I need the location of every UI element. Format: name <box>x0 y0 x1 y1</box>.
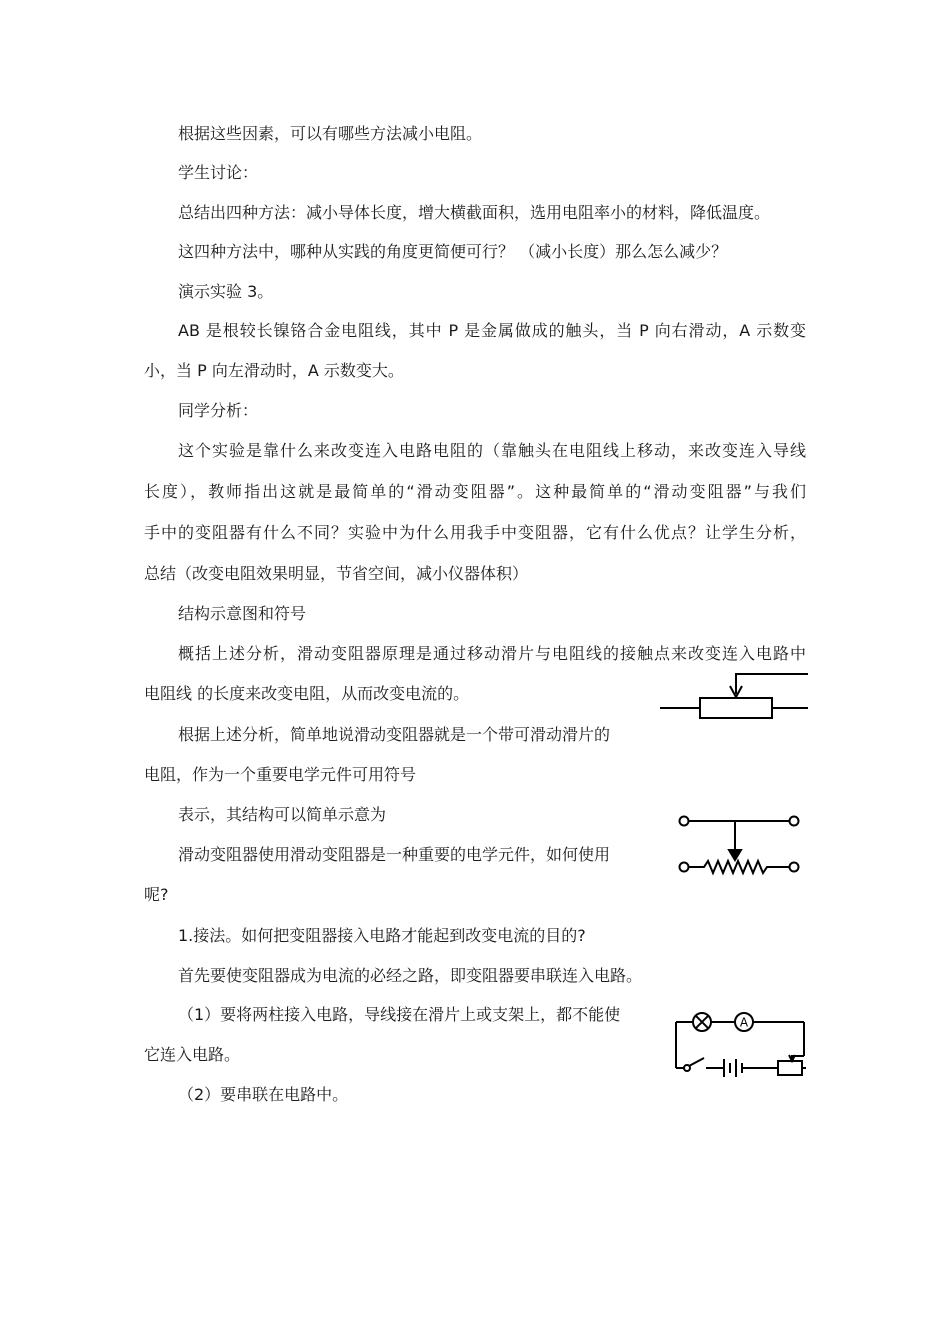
rheostat-symbol-figure <box>660 664 808 728</box>
top-right-terminal <box>790 817 799 826</box>
paragraph-rule1-line2: 它连入电路。 <box>144 1045 241 1064</box>
symbol-slider-wire <box>736 674 808 694</box>
symbol-resistor-body <box>700 698 772 718</box>
ammeter-label: A <box>739 1015 749 1030</box>
paragraph-usage-line1: 滑动变阻器使用滑动变阻器是一种重要的电学元件，如何使用 <box>178 845 611 864</box>
slider-arrow-icon <box>729 850 741 860</box>
paragraph-ab-wire-line1: AB 是根较长镍铬合金电阻线，其中 P 是金属做成的触头，当 P 向右滑动，A 示数变 <box>178 321 806 340</box>
top-left-terminal <box>680 817 689 826</box>
paragraph-ab-wire-line2: 小，当 P 向左滑动时，A 示数变大。 <box>144 361 404 380</box>
paragraph-experiment-line4: 总结（改变电阻效果明显，节省空间，减小仪器体积） <box>144 564 529 583</box>
paragraph-structure-heading: 结构示意图和符号 <box>178 604 307 623</box>
paragraph-four-methods: 总结出四种方法：减小导体长度，增大横截面积，选用电阻率小的材料，降低温度。 <box>178 203 771 222</box>
paragraph-rule2: （2）要串联在电路中。 <box>178 1085 349 1104</box>
paragraph-which-method: 这四种方法中，哪种从实践的角度更简便可行？ （减小长度）那么怎么减少？ <box>178 242 728 261</box>
paragraph-usage-line2: 呢? <box>144 885 169 904</box>
switch-blade <box>689 1058 704 1066</box>
paragraph-student-analysis: 同学分析： <box>178 401 259 420</box>
bottom-left-terminal <box>680 863 689 872</box>
paragraph-reduce-resistance: 根据这些因素，可以有哪些方法减小电阻。 <box>178 124 483 143</box>
paragraph-experiment-line2: 长度），教师指出这就是最简单的“滑动变阻器”。这种最简单的“滑动变阻器”与我们 <box>144 482 806 501</box>
paragraph-experiment-line1: 这个实验是靠什么来改变连入电路电阻的（靠触头在电阻线上移动，来改变连入导线 <box>178 441 806 460</box>
paragraph-experiment-line3: 手中的变阻器有什么不同？实验中为什么用我手中变阻器，它有什么优点？让学生分析， <box>144 523 806 542</box>
paragraph-structure-sketch: 表示，其结构可以简单示意为 <box>178 805 387 824</box>
bottom-right-terminal <box>790 863 799 872</box>
series-circuit-figure <box>672 1008 808 1076</box>
resistance-wire-zigzag <box>689 861 790 873</box>
paragraph-symbol-line2: 电阻，作为一个重要电学元件可用符号 <box>144 765 417 784</box>
paragraph-symbol-line1: 根据上述分析，简单地说滑动变阻器就是一个带可滑动滑片的 <box>178 725 611 744</box>
paragraph-student-discussion: 学生讨论： <box>178 163 259 182</box>
rheostat-structure-figure <box>676 810 802 882</box>
rheostat-body-icon <box>778 1061 802 1075</box>
paragraph-connection-method: 1.接法。如何把变阻器接入电路才能起到改变电流的目的? <box>178 926 586 945</box>
paragraph-rule1-line1: （1）要将两柱接入电路，导线接在滑片上或支架上，都不能使 <box>178 1005 621 1024</box>
paragraph-principle-line2: 电阻线 的长度来改变电阻，从而改变电流的。 <box>144 684 470 703</box>
paragraph-principle-line1: 概括上述分析，滑动变阻器原理是通过移动滑片与电阻线的接触点来改变连入电路中 <box>178 644 806 663</box>
paragraph-series-connection: 首先要使变阻器成为电流的必经之路，即变阻器要串联连入电路。 <box>178 966 643 985</box>
paragraph-experiment-3: 演示实验 3。 <box>178 282 274 301</box>
